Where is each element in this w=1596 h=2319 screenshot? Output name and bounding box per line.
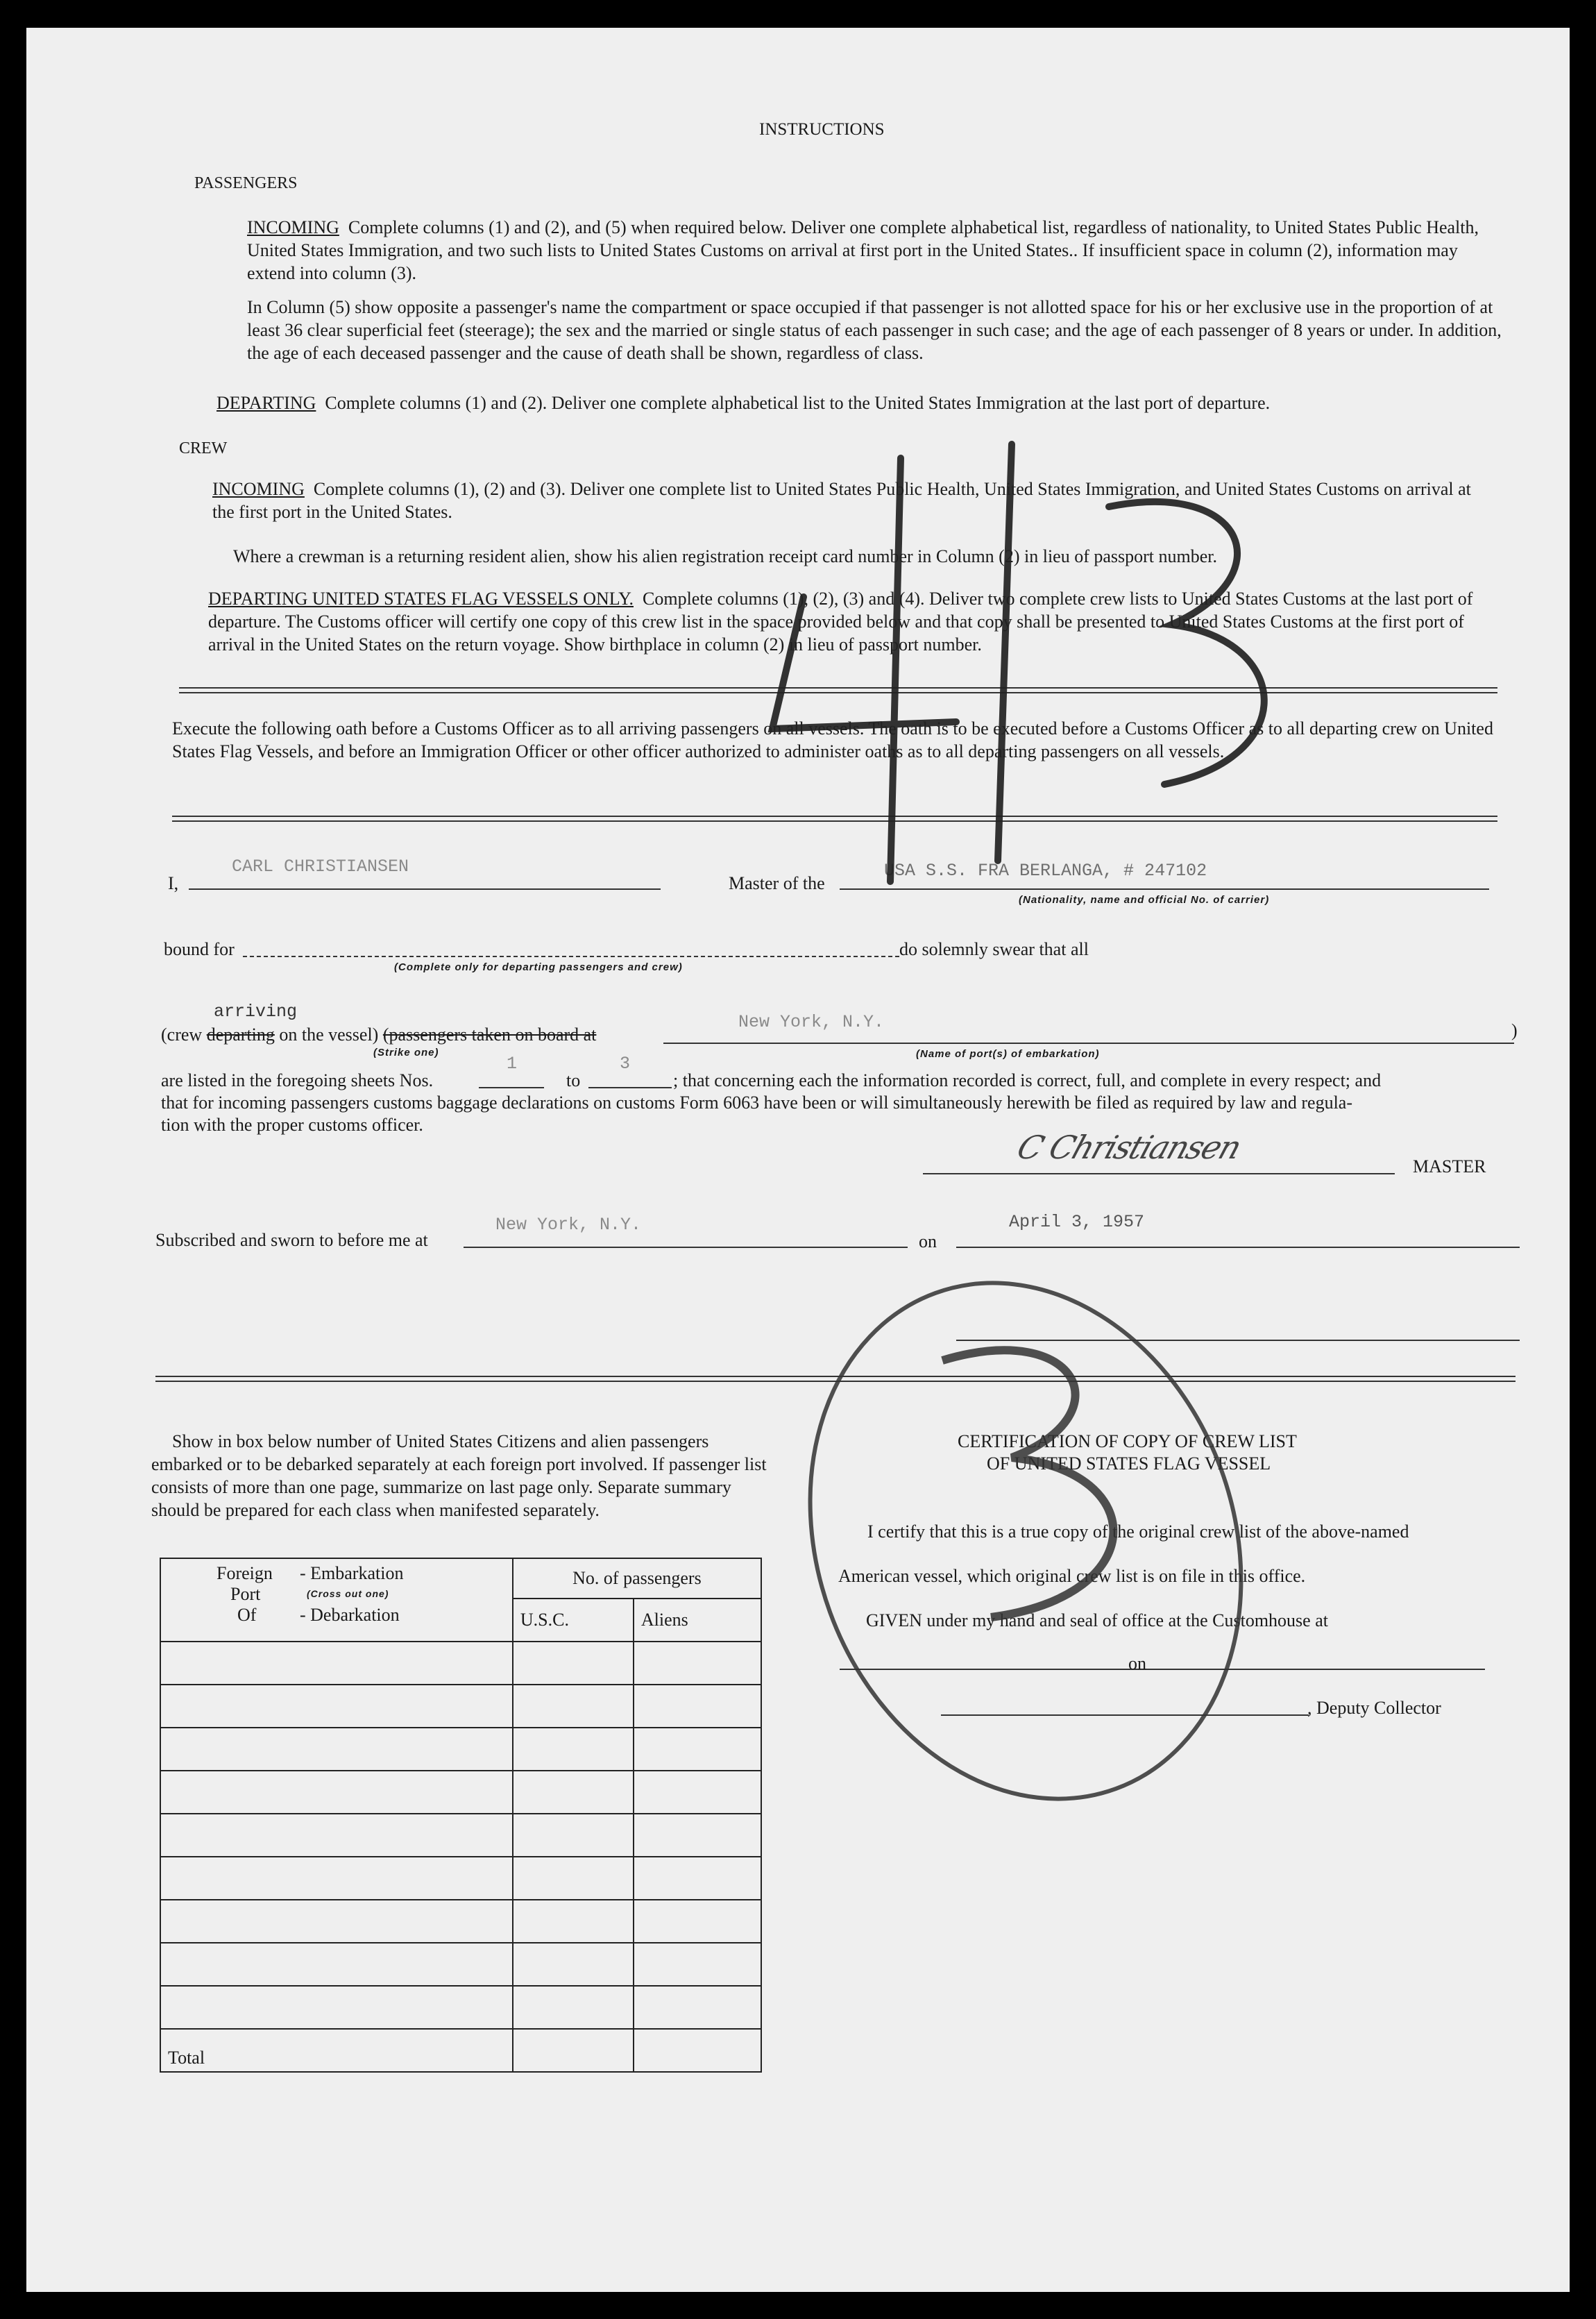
passengers-incoming-paragraph xyxy=(247,216,1503,285)
crew-departing-text: Complete columns (1), (2), (3) and (4). Deliver two complete crew lists to United States Customs at the last port of departure. The Customs officer will certify one copy of this crew list in the space provided below and that copy shall be presented to United States Customs at the first port of arrival in the United States on the return voyage. Show birthplace in column (2) in lieu of passport number. xyxy=(208,589,1473,655)
passengers-heading: PASSENGERS xyxy=(194,174,298,192)
strike-caption: (Strike one) xyxy=(373,1047,439,1059)
vessel-value: USA S.S. FRA BERLANGA, # 247102 xyxy=(884,861,1207,881)
port-line xyxy=(663,1043,1514,1044)
col-embarkation: - Embarkation xyxy=(300,1563,404,1583)
table-row xyxy=(160,1685,761,1728)
document-page xyxy=(26,28,1570,2292)
passengers-departing-label: DEPARTING xyxy=(217,393,316,413)
oath-i-label: I, xyxy=(168,873,179,893)
passengers-incoming-text: Complete columns (1) and (2), and (5) when required below. Deliver one complete alphabetical list, regardless of nationality, to United States Public Health, United States Immigration, and two such lists to United States Customs on arrival at first port in the United States.. If insufficient space in column (2), information may extend into column (3). xyxy=(247,217,1479,283)
passengers-incoming-label: INCOMING xyxy=(247,217,339,237)
listed-text-2: that for incoming passengers customs baggage declarations on customs Form 6063 have been or will simultaneously herewith be filed as required by law and regula- xyxy=(161,1093,1352,1113)
bound-for-line xyxy=(243,956,899,957)
big-number: 413 xyxy=(922,812,923,813)
table-row xyxy=(160,1986,761,2029)
port-value: New York, N.Y. xyxy=(738,1012,885,1032)
sheet-to-value: 3 xyxy=(620,1054,631,1074)
summary-instructions: Show in box below number of United States Citizens and alien passengers embarked or to be debarked separately at each foreign port involved. If passenger list consists of more than one page, summarize on last page only. Separate summary should be prepared for each class when manifested separately. xyxy=(151,1431,767,1520)
listed-text-1: ; that concerning each the information recorded is correct, full, and complete in every respect; and xyxy=(673,1070,1382,1090)
foreign-port-header xyxy=(160,1558,513,1642)
certification-heading-1: CERTIFICATION OF COPY OF CREW LIST xyxy=(958,1431,1297,1451)
col-aliens: Aliens xyxy=(634,1599,761,1642)
passengers-column5-paragraph: In Column (5) show opposite a passenger's name the compartment or space occupied if that passenger is not allotted space for his or her exclusive use in the proportion of at least 36 clear superficial feet (steerage); the sex and the married or single status of each passenger in such case; and the age of each passenger of 8 years or under. In addition, the age of each deceased passenger and the cause of death shall be shown, regardless of class. xyxy=(247,297,1502,363)
passengers-struck: (passengers taken on board at xyxy=(382,1024,597,1045)
col-port: Port xyxy=(230,1584,261,1604)
col-of: Of xyxy=(237,1605,257,1625)
crew-suffix: on the vessel) xyxy=(279,1024,379,1045)
customhouse-line xyxy=(840,1669,1485,1670)
listed-label: are listed in the foregoing sheets Nos. xyxy=(161,1070,434,1090)
divider xyxy=(155,1376,1516,1382)
col-cross: (Cross out one) xyxy=(307,1588,389,1599)
subscribed-on-label: on xyxy=(919,1231,937,1251)
sheet-to-line xyxy=(588,1087,672,1088)
col-debarkation: - Debarkation xyxy=(300,1605,400,1625)
crew-departing-label: DEPARTING UNITED STATES FLAG VESSELS ONLY. xyxy=(208,589,634,609)
swear-label: do solemnly swear that all xyxy=(899,939,1089,959)
oath-paragraph: Execute the following oath before a Customs Officer as to all arriving passengers on all vessels. The oath is to be executed before a Customs Officer as to all departing crew on United States Flag Vessels, and before an Immigration Officer or other officer authorized to administer oaths as to all departing passengers on all vessels. xyxy=(172,718,1493,761)
departing-struck: departing xyxy=(206,1024,275,1045)
table-row xyxy=(160,1943,761,1986)
col-usc: U.S.C. xyxy=(513,1599,634,1642)
sheet-from-line xyxy=(479,1087,544,1088)
certification-text-2: American vessel, which original crew list is on file in this office. xyxy=(838,1566,1306,1586)
signature-line xyxy=(923,1173,1395,1174)
blank-line xyxy=(956,1340,1520,1341)
total-label: Total xyxy=(160,2029,513,2072)
col-passengers: No. of passengers xyxy=(513,1558,761,1599)
table-row xyxy=(160,1771,761,1814)
master-label: MASTER xyxy=(1413,1156,1486,1177)
divider xyxy=(179,687,1497,693)
subscribed-date: April 3, 1957 xyxy=(1009,1212,1145,1232)
sheet-from-value: 1 xyxy=(507,1054,518,1074)
passengers-departing-text: Complete columns (1) and (2). Deliver one complete alphabetical list to the United States Immigration at the last port of departure. xyxy=(325,393,1271,413)
crew-arriving-line xyxy=(161,1023,596,1046)
subscribed-label: Subscribed and sworn to before me at xyxy=(155,1230,428,1250)
table-row xyxy=(160,1642,761,1685)
bound-for-label: bound for xyxy=(164,939,235,959)
master-of-label: Master of the xyxy=(729,873,825,893)
certification-on-label: on xyxy=(1128,1653,1146,1673)
crew-returning-paragraph: Where a crewman is a returning resident alien, show his alien registration receipt card number in Column (2) in lieu of passport number. xyxy=(233,546,1218,566)
crew-incoming-paragraph xyxy=(212,478,1489,523)
deputy-label: , Deputy Collector xyxy=(1307,1698,1441,1718)
crew-departing-paragraph xyxy=(208,587,1499,656)
close-paren: ) xyxy=(1511,1020,1518,1040)
listed-text-3: tion with the proper customs officer. xyxy=(161,1115,423,1135)
col-foreign: Foreign xyxy=(217,1563,273,1583)
crew-incoming-label: INCOMING xyxy=(212,479,305,499)
port-caption: (Name of port(s) of embarkation) xyxy=(916,1048,1100,1060)
signature: C Christiansen xyxy=(1012,1129,1246,1166)
passengers-departing-paragraph xyxy=(217,391,1507,414)
subscribed-place: New York, N.Y. xyxy=(495,1215,642,1235)
passenger-summary-table xyxy=(160,1558,762,2073)
table-row xyxy=(160,1728,761,1771)
certification-text-3: GIVEN under my hand and seal of office at the Customhouse at xyxy=(866,1610,1328,1630)
subscribed-date-line xyxy=(956,1247,1520,1248)
crew-heading: CREW xyxy=(179,439,228,457)
arriving-handwritten: arriving xyxy=(214,1002,298,1022)
certification-heading-2: OF UNITED STATES FLAG VESSEL xyxy=(987,1453,1271,1474)
bound-for-caption: (Complete only for departing passengers and crew) xyxy=(394,961,683,973)
table-row xyxy=(160,1900,761,1943)
vessel-caption: (Nationality, name and official No. of carrier) xyxy=(1019,894,1270,906)
master-name-value: CARL CHRISTIANSEN xyxy=(232,857,409,877)
master-name-line xyxy=(189,888,661,890)
crew-prefix: (crew xyxy=(161,1024,203,1045)
deputy-line xyxy=(941,1714,1309,1716)
certification-text-1: I certify that this is a true copy of the original crew list of the above-named xyxy=(867,1521,1409,1542)
crew-incoming-text: Complete columns (1), (2) and (3). Deliver one complete list to United States Public Health, United States Immigration, and United States Customs on arrival at the first port in the United States. xyxy=(212,479,1471,522)
to-label: to xyxy=(566,1070,581,1090)
vessel-line xyxy=(840,888,1489,890)
page-title: INSTRUCTIONS xyxy=(759,120,885,139)
subscribed-place-line xyxy=(464,1247,908,1248)
table-row xyxy=(160,1814,761,1857)
total-row xyxy=(160,2029,761,2072)
table-row xyxy=(160,1857,761,1900)
divider xyxy=(172,816,1497,822)
